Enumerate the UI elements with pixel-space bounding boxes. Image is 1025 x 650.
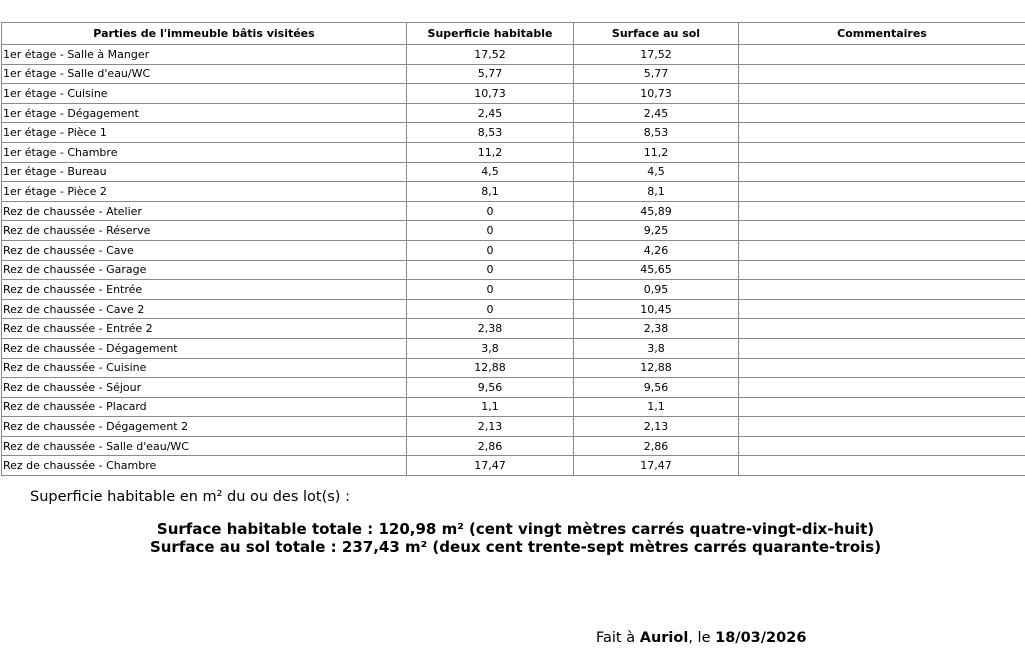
signature-mid: , le xyxy=(688,630,711,646)
habitable-area-cell: 17,47 xyxy=(407,456,574,476)
room-name-cell: Rez de chaussée - Entrée xyxy=(2,280,407,300)
room-name-cell: Rez de chaussée - Cuisine xyxy=(2,358,407,378)
floor-area-cell: 12,88 xyxy=(574,358,739,378)
comment-cell xyxy=(739,358,1025,378)
room-name-cell: Rez de chaussée - Chambre xyxy=(2,456,407,476)
habitable-area-cell: 0 xyxy=(407,260,574,280)
table-row xyxy=(2,319,1025,339)
habitable-area-cell: 0 xyxy=(407,221,574,241)
sol-total: Surface au sol totale : 237,43 m² (deux cent trente-sept mètres carrés quarante-trois) xyxy=(149,538,882,556)
habitable-area-cell: 4,5 xyxy=(407,162,574,182)
comment-cell xyxy=(739,103,1025,123)
table-row xyxy=(2,397,1025,417)
room-name-cell: 1er étage - Pièce 2 xyxy=(2,182,407,202)
habitable-area-cell: 8,1 xyxy=(407,182,574,202)
room-name-cell: Rez de chaussée - Garage xyxy=(2,260,407,280)
floor-area-cell: 9,25 xyxy=(574,221,739,241)
floor-area-cell: 17,47 xyxy=(574,456,739,476)
floor-area-cell: 1,1 xyxy=(574,397,739,417)
habitable-area-cell: 5,77 xyxy=(407,64,574,84)
room-name-cell: 1er étage - Salle à Manger xyxy=(2,45,407,65)
comment-cell xyxy=(739,260,1025,280)
room-name-cell: 1er étage - Chambre xyxy=(2,142,407,162)
room-name-cell: Rez de chaussée - Séjour xyxy=(2,378,407,398)
habitable-area-cell: 0 xyxy=(407,201,574,221)
floor-area-cell: 9,56 xyxy=(574,378,739,398)
comment-cell xyxy=(739,123,1025,143)
floor-area-cell: 2,86 xyxy=(574,436,739,456)
room-name-cell: 1er étage - Bureau xyxy=(2,162,407,182)
table-row xyxy=(2,299,1025,319)
header-parts: Parties de l'immeuble bâtis visitées xyxy=(2,23,407,45)
habitable-area-cell: 8,53 xyxy=(407,123,574,143)
table-row xyxy=(2,123,1025,143)
floor-area-cell: 10,73 xyxy=(574,84,739,104)
room-name-cell: Rez de chaussée - Salle d'eau/WC xyxy=(2,436,407,456)
summary-intro: Superficie habitable en m² du ou des lot(s) : xyxy=(30,489,350,505)
floor-area-cell: 8,53 xyxy=(574,123,739,143)
room-name-cell: Rez de chaussée - Entrée 2 xyxy=(2,319,407,339)
habitable-area-cell: 12,88 xyxy=(407,358,574,378)
comment-cell xyxy=(739,436,1025,456)
floor-area-cell: 17,52 xyxy=(574,45,739,65)
floor-area-cell: 45,65 xyxy=(574,260,739,280)
floor-area-cell: 2,13 xyxy=(574,417,739,437)
comment-cell xyxy=(739,142,1025,162)
table-row xyxy=(2,378,1025,398)
room-name-cell: 1er étage - Dégagement xyxy=(2,103,407,123)
room-name-cell: Rez de chaussée - Placard xyxy=(2,397,407,417)
habitable-area-cell: 2,38 xyxy=(407,319,574,339)
habitable-area-cell: 11,2 xyxy=(407,142,574,162)
table-row xyxy=(2,240,1025,260)
room-name-cell: Rez de chaussée - Cave 2 xyxy=(2,299,407,319)
floor-area-cell: 4,26 xyxy=(574,240,739,260)
comment-cell xyxy=(739,378,1025,398)
floor-area-cell: 4,5 xyxy=(574,162,739,182)
header-sol: Surface au sol xyxy=(574,23,739,45)
comment-cell xyxy=(739,338,1025,358)
room-name-cell: Rez de chaussée - Dégagement 2 xyxy=(2,417,407,437)
habitable-area-cell: 10,73 xyxy=(407,84,574,104)
table-row xyxy=(2,417,1025,437)
room-name-cell: Rez de chaussée - Dégagement xyxy=(2,338,407,358)
comment-cell xyxy=(739,162,1025,182)
habitable-area-cell: 0 xyxy=(407,280,574,300)
signature-prefix: Fait à xyxy=(596,630,636,646)
floor-area-cell: 3,8 xyxy=(574,338,739,358)
comment-cell xyxy=(739,221,1025,241)
habitable-total: Surface habitable totale : 120,98 m² (cent vingt mètres carrés quatre-vingt-dix-huit) xyxy=(156,520,875,538)
habitable-area-cell: 0 xyxy=(407,240,574,260)
comment-cell xyxy=(739,319,1025,339)
table-row xyxy=(2,201,1025,221)
floor-area-cell: 2,45 xyxy=(574,103,739,123)
table-body xyxy=(2,45,1025,476)
habitable-area-cell: 3,8 xyxy=(407,338,574,358)
comment-cell xyxy=(739,64,1025,84)
comment-cell xyxy=(739,280,1025,300)
floor-area-cell: 45,89 xyxy=(574,201,739,221)
habitable-area-cell: 2,86 xyxy=(407,436,574,456)
table-header-row xyxy=(2,23,1025,45)
comment-cell xyxy=(739,182,1025,202)
floor-area-cell: 5,77 xyxy=(574,64,739,84)
room-name-cell: 1er étage - Cuisine xyxy=(2,84,407,104)
comment-cell xyxy=(739,397,1025,417)
floor-area-cell: 0,95 xyxy=(574,280,739,300)
habitable-area-cell: 2,45 xyxy=(407,103,574,123)
room-name-cell: Rez de chaussée - Cave xyxy=(2,240,407,260)
habitable-area-cell: 1,1 xyxy=(407,397,574,417)
table-row xyxy=(2,436,1025,456)
table-row xyxy=(2,45,1025,65)
table-row xyxy=(2,84,1025,104)
table-row xyxy=(2,260,1025,280)
floor-area-cell: 11,2 xyxy=(574,142,739,162)
table-row xyxy=(2,280,1025,300)
floor-area-cell: 2,38 xyxy=(574,319,739,339)
comment-cell xyxy=(739,417,1025,437)
habitable-area-cell: 0 xyxy=(407,299,574,319)
table-row xyxy=(2,103,1025,123)
table-row xyxy=(2,358,1025,378)
header-habitable: Superficie habitable xyxy=(407,23,574,45)
table-row xyxy=(2,182,1025,202)
signature-place: Auriol xyxy=(639,630,689,646)
comment-cell xyxy=(739,240,1025,260)
table-row xyxy=(2,162,1025,182)
comment-cell xyxy=(739,84,1025,104)
table-row xyxy=(2,456,1025,476)
room-name-cell: 1er étage - Salle d'eau/WC xyxy=(2,64,407,84)
comment-cell xyxy=(739,45,1025,65)
comment-cell xyxy=(739,299,1025,319)
comment-cell xyxy=(739,201,1025,221)
table-row xyxy=(2,64,1025,84)
table-row xyxy=(2,221,1025,241)
habitable-area-cell: 9,56 xyxy=(407,378,574,398)
signature-line xyxy=(596,630,806,646)
header-comments: Commentaires xyxy=(739,23,1025,45)
room-name-cell: 1er étage - Pièce 1 xyxy=(2,123,407,143)
table-row xyxy=(2,142,1025,162)
surface-table xyxy=(1,22,1025,476)
room-name-cell: Rez de chaussée - Atelier xyxy=(2,201,407,221)
room-name-cell: Rez de chaussée - Réserve xyxy=(2,221,407,241)
signature-date: 18/03/2026 xyxy=(715,630,807,646)
habitable-area-cell: 17,52 xyxy=(407,45,574,65)
habitable-area-cell: 2,13 xyxy=(407,417,574,437)
comment-cell xyxy=(739,456,1025,476)
table-row xyxy=(2,338,1025,358)
floor-area-cell: 10,45 xyxy=(574,299,739,319)
floor-area-cell: 8,1 xyxy=(574,182,739,202)
